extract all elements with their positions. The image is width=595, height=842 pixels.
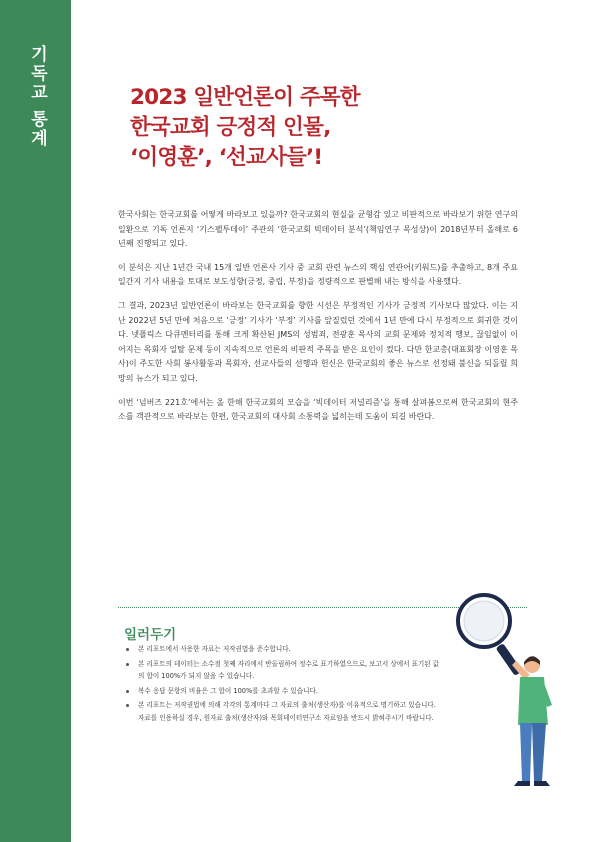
paragraph: 한국사회는 한국교회를 어떻게 바라보고 있을까? 한국교회의 현실을 균형감 있고 비판적으로 바라보기 위한 연구의 일환으로 기독 언론지 ‘기스펠투데이’ 주관의 ‘한국교회 빅데이터 분석’(책임연구 목성상)이 2018년부터 올해로 6년째 진행되고 있다. bbox=[118, 210, 518, 249]
title-line-1: 2023 일반언론이 주목한 bbox=[130, 85, 360, 110]
notes-list bbox=[124, 643, 442, 726]
body-text bbox=[118, 208, 518, 434]
paragraph: 이 분석은 지난 1년간 국내 15개 일반 언론사 기사 중 교회 관련 뉴스의 핵심 연관어(키워드)를 추출하고, 8개 주요 일간지 기사 내용을 토대로 보도성향(긍정, 중립, 부정)을 정량적으로 판별해 내는 방식을 사용했다. bbox=[118, 262, 518, 287]
title-line-2: 한국교회 긍정적 인물, bbox=[130, 115, 331, 140]
paragraph: 이번 ‘넘버즈 221호’에서는 올 한해 한국교회의 모습을 ‘빅데이터 저널리즘’을 통해 살펴봄으로써 한국교회의 현주소를 객관적으로 바라보는 한편, 한국교회의 대사회 소통력을 넓히는데 도움이 되길 바란다. bbox=[118, 397, 518, 422]
note-item: 복수 응답 문항의 비율은 그 합이 100%를 초과할 수 있습니다. bbox=[124, 685, 442, 698]
person-with-magnifier-icon bbox=[428, 585, 568, 795]
note-item: 본 리포트는 저작권법에 의해 각각의 통계마다 그 자료의 출처(생산자)를 이유적으로 명기하고 있습니다. 자료를 인용하실 경우, 원자료 출처(생산자)와 목회데이터연구소 자료임을 반드시 밝혀주시기 바랍니다. bbox=[124, 699, 442, 724]
paragraph: 그 결과, 2023년 일반언론이 바라보는 한국교회를 향한 시선은 부정적인 기사가 긍정적 기사보다 많았다. 이는 지난 2022년 5년 만에 처음으로 ‘긍정’ 기사가 ‘부정’ 기사를 앞질렀던 것에서 1년 만에 다시 부정적으로 회귀한 것이다. 넷플릭스 다큐멘터리를 통해 크게 확산된 JMS의 성범죄, 전광훈 목사의 교회 문제와 정치적 행보, 끊임없이 이어지는 목회자 일탈 문제 등이 지속적으로 언론의 비판적 주목을 받은 요인이 컸다. 다만 한교총(대표회장 이영훈 목사)이 주도한 사회 봉사활동과 목회자, 선교사들의 선행과 헌신은 한국교회의 좋은 뉴스로 선정돼 불신을 되돌릴 희망의 뉴스가 되고 있다. bbox=[118, 300, 518, 383]
page-title bbox=[130, 83, 550, 173]
note-item: 본 리포트에서 사용한 자료는 저작권법을 준수합니다. bbox=[124, 643, 442, 656]
note-item: 본 리포트의 데이터는 소수점 첫째 자리에서 반올림하여 정수로 표기하였으므로, 보고서 상에서 표기된 값의 합이 100%가 되지 않을 수 있습니다. bbox=[124, 658, 442, 683]
sidebar-band bbox=[0, 0, 71, 842]
section-label: 기독교 통계 bbox=[27, 45, 47, 148]
notes-title: 일러두기 bbox=[124, 627, 177, 643]
title-line-3: ‘이영훈’, ‘선교사들’! bbox=[130, 145, 323, 170]
